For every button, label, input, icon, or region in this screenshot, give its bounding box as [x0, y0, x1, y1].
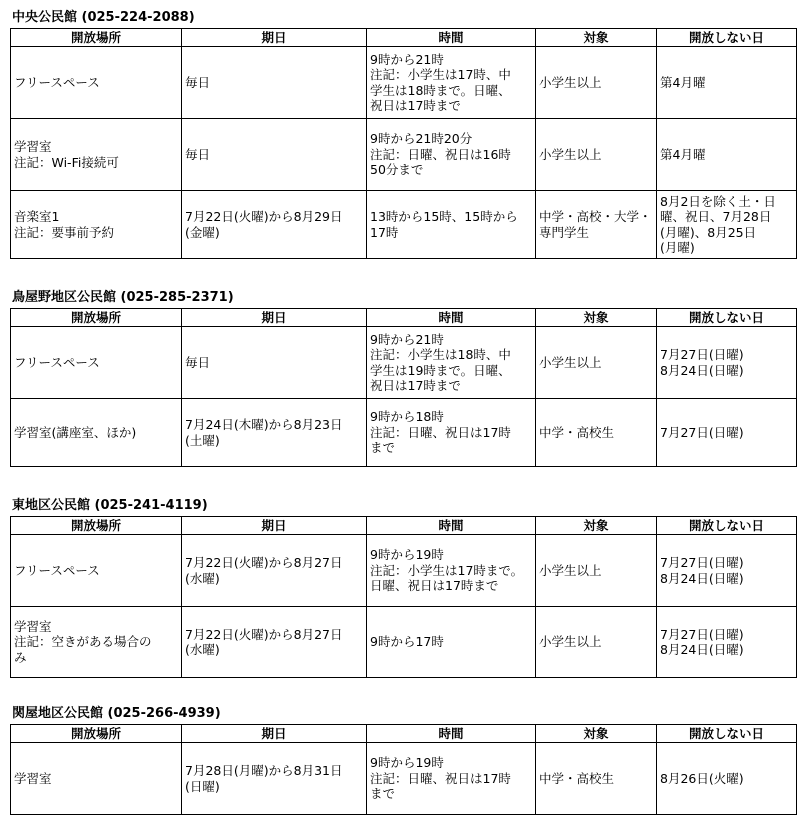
cell-line: 9時から21時 — [370, 331, 444, 347]
cell-line: 7月22日(火曜)から8月27日 — [185, 555, 343, 570]
cell-line: 注記：Wi-Fi接続可 — [14, 154, 119, 170]
date-cell — [182, 47, 367, 119]
cell-line: 祝日は17時まで — [370, 378, 461, 393]
cell-line: 中学・高校・大学・ — [539, 209, 652, 224]
place-cell — [11, 327, 182, 399]
schedule-table — [10, 308, 797, 467]
date-cell — [182, 191, 367, 259]
column-header: 開放場所 — [11, 517, 182, 535]
column-header: 開放しない日 — [657, 309, 797, 327]
cell-line: 8月24日(日曜) — [660, 642, 744, 657]
time-cell — [367, 119, 536, 191]
cell-line: 毎日 — [185, 74, 211, 90]
schedule-table — [10, 28, 797, 259]
date-cell — [182, 399, 367, 467]
time-cell — [367, 399, 536, 467]
time-cell — [367, 743, 536, 815]
target-cell — [536, 399, 657, 467]
column-header: 期日 — [182, 29, 367, 47]
cell-line: (水曜) — [185, 642, 220, 657]
facility-title: 関屋地区公民館 (025-266-4939) — [12, 706, 221, 721]
column-header: 期日 — [182, 517, 367, 535]
header-row — [11, 29, 797, 47]
cell-line: 9時から21時20分 — [370, 131, 473, 147]
cell-line: (水曜) — [185, 570, 220, 586]
cell-line: 日曜、祝日は17時まで — [370, 578, 499, 594]
cell-line: (月曜)、8月25日 — [660, 224, 757, 240]
column-header: 開放しない日 — [657, 725, 797, 743]
cell-line: 注記：日曜、祝日は17時 — [370, 770, 511, 786]
cell-line: 専門学生 — [539, 224, 590, 240]
column-header: 対象 — [536, 725, 657, 743]
cell-line: 小学生以上 — [539, 74, 602, 90]
cell-line: 9時から17時 — [370, 634, 444, 650]
column-header: 対象 — [536, 309, 657, 327]
cell-line: 学習室 — [14, 618, 52, 634]
header-row — [11, 309, 797, 327]
cell-line: 13時から15時、15時から — [370, 209, 518, 224]
facility-section — [10, 498, 796, 678]
closed-cell — [657, 327, 797, 399]
cell-line: 7月22日(火曜)から8月27日 — [185, 626, 343, 642]
cell-line: 9時から19時 — [370, 755, 444, 771]
cell-line: 7月27日(日曜) — [660, 555, 744, 570]
target-cell — [536, 607, 657, 678]
time-cell — [367, 47, 536, 119]
table-row — [11, 399, 797, 467]
facility-title: 東地区公民館 (025-241-4119) — [12, 498, 208, 513]
column-header: 期日 — [182, 725, 367, 743]
cell-line: 注記：日曜、祝日は17時 — [370, 424, 511, 440]
column-header: 開放場所 — [11, 29, 182, 47]
cell-line: 学生は19時まで。日曜、 — [370, 362, 511, 378]
cell-line: まで — [370, 786, 396, 802]
date-cell — [182, 327, 367, 399]
date-cell — [182, 119, 367, 191]
place-cell — [11, 191, 182, 259]
column-header: 開放場所 — [11, 725, 182, 743]
table-row — [11, 191, 797, 259]
cell-line: 9時から21時 — [370, 51, 444, 67]
target-cell — [536, 535, 657, 607]
table-row — [11, 119, 797, 191]
column-header: 開放しない日 — [657, 517, 797, 535]
cell-line: (日曜) — [185, 778, 220, 794]
date-cell — [182, 535, 367, 607]
closed-cell — [657, 399, 797, 467]
column-header: 対象 — [536, 29, 657, 47]
target-cell — [536, 191, 657, 259]
date-cell — [182, 743, 367, 815]
cell-line: (月曜) — [660, 240, 695, 255]
column-header: 時間 — [367, 517, 536, 535]
closed-cell — [657, 535, 797, 607]
cell-line: まで — [370, 440, 396, 456]
schedule-table — [10, 516, 797, 678]
target-cell — [536, 119, 657, 191]
cell-line: 中学・高校生 — [539, 424, 615, 440]
closed-cell — [657, 743, 797, 815]
cell-line: 第4月曜 — [660, 74, 706, 90]
cell-line: 学生は18時まで。日曜、 — [370, 82, 511, 98]
cell-line: 9時から18時 — [370, 409, 444, 425]
time-cell — [367, 535, 536, 607]
cell-line: 7月24日(木曜)から8月23日 — [185, 417, 343, 432]
target-cell — [536, 743, 657, 815]
header-row — [11, 517, 797, 535]
cell-line: 7月22日(火曜)から8月29日 — [185, 209, 343, 224]
cell-line: フリースペース — [14, 354, 100, 370]
table-row — [11, 607, 797, 678]
column-header: 期日 — [182, 309, 367, 327]
cell-line: 音楽室1 — [14, 209, 60, 224]
cell-line: 中学・高校生 — [539, 770, 615, 786]
closed-cell — [657, 47, 797, 119]
closed-cell — [657, 607, 797, 678]
table-row — [11, 535, 797, 607]
cell-line: 小学生以上 — [539, 562, 602, 578]
header-row — [11, 725, 797, 743]
cell-line: み — [14, 649, 27, 665]
place-cell — [11, 47, 182, 119]
table-row — [11, 327, 797, 399]
cell-line: (土曜) — [185, 432, 220, 448]
cell-line: 学習室 — [14, 139, 52, 154]
cell-line: 祝日は17時まで — [370, 98, 461, 113]
cell-line: 9時から19時 — [370, 547, 444, 563]
cell-line: 小学生以上 — [539, 634, 602, 650]
target-cell — [536, 327, 657, 399]
cell-line: 注記：要事前予約 — [14, 224, 115, 240]
cell-line: 8月24日(日曜) — [660, 570, 744, 586]
time-cell — [367, 191, 536, 259]
cell-line: 7月27日(日曜) — [660, 424, 744, 440]
cell-line: 17時 — [370, 224, 399, 240]
table-row — [11, 743, 797, 815]
place-cell — [11, 607, 182, 678]
place-cell — [11, 119, 182, 191]
cell-line: 注記：小学生は17時、中 — [370, 67, 511, 82]
cell-line: 注記：空きがある場合の — [14, 634, 152, 650]
time-cell — [367, 607, 536, 678]
cell-line: 曜、祝日、7月28日 — [660, 209, 772, 224]
cell-line: 学習室(講座室、ほか) — [14, 424, 137, 440]
facility-title: 中央公民館 (025-224-2088) — [12, 10, 195, 25]
cell-line: 学習室 — [14, 770, 52, 786]
cell-line: 7月28日(月曜)から8月31日 — [185, 763, 343, 778]
cell-line: フリースペース — [14, 562, 100, 578]
cell-line: 8月26日(火曜) — [660, 770, 744, 786]
column-header: 時間 — [367, 725, 536, 743]
target-cell — [536, 47, 657, 119]
cell-line: 8月24日(日曜) — [660, 362, 744, 378]
cell-line: 注記：小学生は17時まで。 — [370, 562, 524, 578]
cell-line: 小学生以上 — [539, 146, 602, 162]
cell-line: 毎日 — [185, 354, 211, 370]
place-cell — [11, 535, 182, 607]
time-cell — [367, 327, 536, 399]
facility-section — [10, 706, 796, 815]
cell-line: 注記：小学生は18時、中 — [370, 347, 511, 362]
place-cell — [11, 743, 182, 815]
closed-cell — [657, 191, 797, 259]
cell-line: 7月27日(日曜) — [660, 626, 744, 642]
cell-line: 小学生以上 — [539, 354, 602, 370]
column-header: 時間 — [367, 309, 536, 327]
cell-line: フリースペース — [14, 74, 100, 90]
facility-section — [10, 290, 796, 467]
closed-cell — [657, 119, 797, 191]
facility-title: 鳥屋野地区公民館 (025-285-2371) — [12, 290, 234, 305]
column-header: 対象 — [536, 517, 657, 535]
cell-line: 注記：日曜、祝日は16時 — [370, 146, 511, 162]
facility-section — [10, 10, 796, 259]
table-row — [11, 47, 797, 119]
column-header: 時間 — [367, 29, 536, 47]
cell-line: 第4月曜 — [660, 146, 706, 162]
schedule-table — [10, 724, 797, 815]
column-header: 開放場所 — [11, 309, 182, 327]
cell-line: 7月27日(日曜) — [660, 347, 744, 362]
cell-line: 毎日 — [185, 146, 211, 162]
column-header: 開放しない日 — [657, 29, 797, 47]
cell-line: 50分まで — [370, 162, 424, 178]
cell-line: (金曜) — [185, 224, 220, 240]
cell-line: 8月2日を除く土・日 — [660, 193, 776, 209]
date-cell — [182, 607, 367, 678]
place-cell — [11, 399, 182, 467]
